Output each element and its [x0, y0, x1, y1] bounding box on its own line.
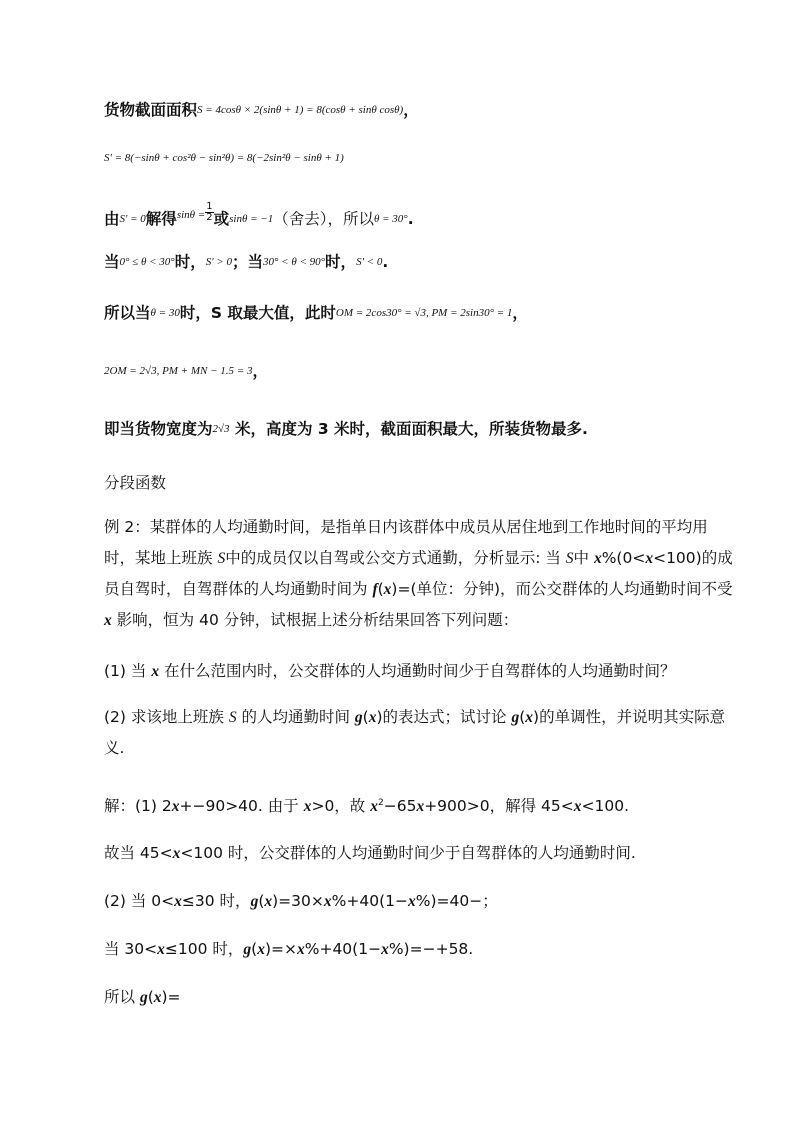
- formula: 30° < θ < 90°: [263, 256, 326, 268]
- text: ，: [512, 304, 528, 322]
- text: 当 30<: [104, 940, 158, 958]
- formula: OM = 2cos30° = √3, PM = 2sin30° = 1: [335, 307, 513, 319]
- var: x: [416, 798, 425, 816]
- var: S: [217, 550, 226, 567]
- var: x: [264, 893, 273, 910]
- text: <100)的成员自驾时，自驾群体的人均通勤时间为: [104, 549, 733, 598]
- text: %+40(1−: [304, 940, 382, 958]
- text: %(0<: [601, 549, 646, 567]
- formula: θ = 30°: [373, 213, 408, 225]
- var: g: [139, 989, 148, 1006]
- text: ，: [252, 362, 268, 380]
- formula: S' = 8(−sinθ + cos²θ − sin²θ) = 8(−2sin²θ − sinθ + 1): [104, 152, 344, 164]
- numerator: 1: [206, 201, 213, 212]
- var: g: [250, 893, 259, 910]
- text: )=(单位：分钟)，而公交群体的人均通勤时间不受: [391, 580, 733, 598]
- text: （舍去），所以: [273, 210, 374, 228]
- solve-line: [104, 202, 714, 230]
- var: x: [153, 989, 162, 1006]
- var: x: [370, 798, 378, 816]
- denominator: 2: [206, 212, 213, 223]
- text: (: [362, 708, 369, 726]
- text: ；当: [231, 253, 263, 271]
- solution-2-case-2: [104, 938, 714, 961]
- text: 中的成员仅以自驾或公交方式通勤，分析显示: 当: [225, 549, 566, 567]
- question-2: [104, 702, 734, 764]
- text: .: [407, 210, 414, 228]
- section-heading: [104, 472, 714, 494]
- text: >0，故: [311, 797, 371, 816]
- var: x: [573, 798, 582, 816]
- text: 当: [104, 253, 120, 271]
- solution-2-result: [104, 986, 714, 1009]
- formula: sinθ =: [176, 209, 206, 221]
- dimension-line: [104, 360, 714, 382]
- text: 或: [213, 210, 230, 228]
- var: S: [565, 550, 574, 567]
- text: +−90>40. 由于: [179, 797, 304, 816]
- text: <100.: [581, 797, 629, 816]
- text: 在什么范围内时，公交群体的人均通勤时间少于自驾群体的人均通勤时间？: [159, 662, 676, 680]
- superscript: 2: [377, 798, 384, 808]
- text: %)=40−；: [415, 892, 498, 910]
- text: (: [147, 988, 154, 1006]
- var: x: [645, 550, 654, 567]
- var: f: [372, 581, 378, 598]
- text: 即当货物宽度为: [104, 420, 213, 438]
- fraction: [205, 202, 213, 223]
- var: x: [151, 663, 160, 680]
- var: x: [104, 612, 112, 629]
- text: 分段函数: [104, 474, 167, 492]
- text: )的单调性，并说明其实际意义.: [104, 708, 726, 757]
- formula: 2OM = 2√3, PM + MN − 1.5 = 3: [104, 365, 253, 377]
- derivative-formula-line: [104, 147, 714, 169]
- var: S: [228, 709, 237, 726]
- var: x: [257, 941, 265, 958]
- formula: S' > 0: [205, 256, 232, 268]
- area-formula-line: [104, 99, 714, 121]
- text: (: [377, 580, 384, 598]
- formula: 2√3: [212, 423, 230, 435]
- text: )=: [161, 988, 181, 1006]
- formula: sinθ = −1: [229, 213, 274, 225]
- text: 的人均通勤时间: [236, 708, 355, 726]
- solution-2-case-1: [104, 890, 714, 913]
- text: (1) 当: [104, 662, 152, 680]
- text: 例 2：某群体的人均通勤时间，是指单日内该群体中成员从居住地到工作地时间的平均用时，某地上班族: [104, 518, 708, 567]
- var: x: [171, 798, 180, 816]
- text: 所以: [104, 988, 140, 1006]
- text: %)=−+58.: [388, 940, 474, 958]
- var: x: [296, 941, 305, 958]
- text: ≤100 时，: [164, 940, 244, 958]
- var: x: [407, 893, 416, 910]
- var: x: [157, 941, 165, 958]
- var: x: [323, 893, 332, 910]
- text: ≤30 时，: [181, 892, 251, 910]
- formula: S' < 0: [356, 256, 383, 268]
- formula: θ = 30: [150, 307, 180, 319]
- text: (: [251, 940, 258, 958]
- text: 时，: [325, 253, 357, 271]
- formula: S = 4cosθ × 2(sinθ + 1) = 8(cosθ + sinθ cosθ): [197, 104, 404, 116]
- question-1: [104, 656, 734, 687]
- text: 解：(1) 2: [104, 797, 172, 816]
- text: .: [382, 253, 389, 271]
- text: (2) 当 0<: [104, 892, 175, 910]
- var: x: [303, 798, 312, 816]
- solution-1-conclusion: [104, 842, 714, 865]
- text: ，: [403, 101, 419, 119]
- formula: S' = 0: [119, 213, 146, 225]
- text: 故当 45<: [104, 844, 173, 862]
- text: )=×: [264, 940, 297, 958]
- text: 货物截面面积: [104, 101, 198, 119]
- var: g: [511, 709, 520, 726]
- formula: 0° ≤ θ < 30°: [119, 256, 175, 268]
- sign-line: [104, 251, 714, 273]
- text: 由: [104, 210, 120, 228]
- text: 所以当: [104, 304, 151, 322]
- var: x: [381, 941, 389, 958]
- example-paragraph: [104, 512, 734, 636]
- solution-1: [104, 792, 714, 818]
- var: x: [174, 893, 182, 910]
- text: 解得: [145, 210, 177, 228]
- conclusion-line: [104, 418, 714, 440]
- text: (2) 求该地上班族: [104, 708, 229, 726]
- var: x: [172, 845, 181, 862]
- var: g: [354, 709, 363, 726]
- maximum-line: [104, 302, 714, 324]
- text: %+40(1−: [331, 892, 408, 910]
- text: 时，S 取最大值，此时: [179, 304, 336, 322]
- text: <100 时，公交群体的人均通勤时间少于自驾群体的人均通勤时间.: [180, 844, 636, 862]
- var: x: [383, 581, 392, 598]
- var: x: [525, 709, 534, 726]
- var: x: [593, 550, 602, 567]
- text: 影响，恒为 40 分钟，试根据上述分析结果回答下列问题：: [111, 611, 519, 629]
- text: 米，高度为 3 米时，截面面积最大，所装货物最多.: [229, 420, 588, 438]
- var: x: [368, 709, 377, 726]
- text: −65: [383, 797, 417, 816]
- text: (: [519, 708, 526, 726]
- var: g: [243, 941, 252, 958]
- text: )=30×: [272, 892, 324, 910]
- text: (: [258, 892, 265, 910]
- text: +900>0，解得 45<: [424, 797, 574, 816]
- text: )的表达式；试讨论: [376, 708, 512, 726]
- text: 中: [573, 549, 594, 567]
- text: 时，: [174, 253, 206, 271]
